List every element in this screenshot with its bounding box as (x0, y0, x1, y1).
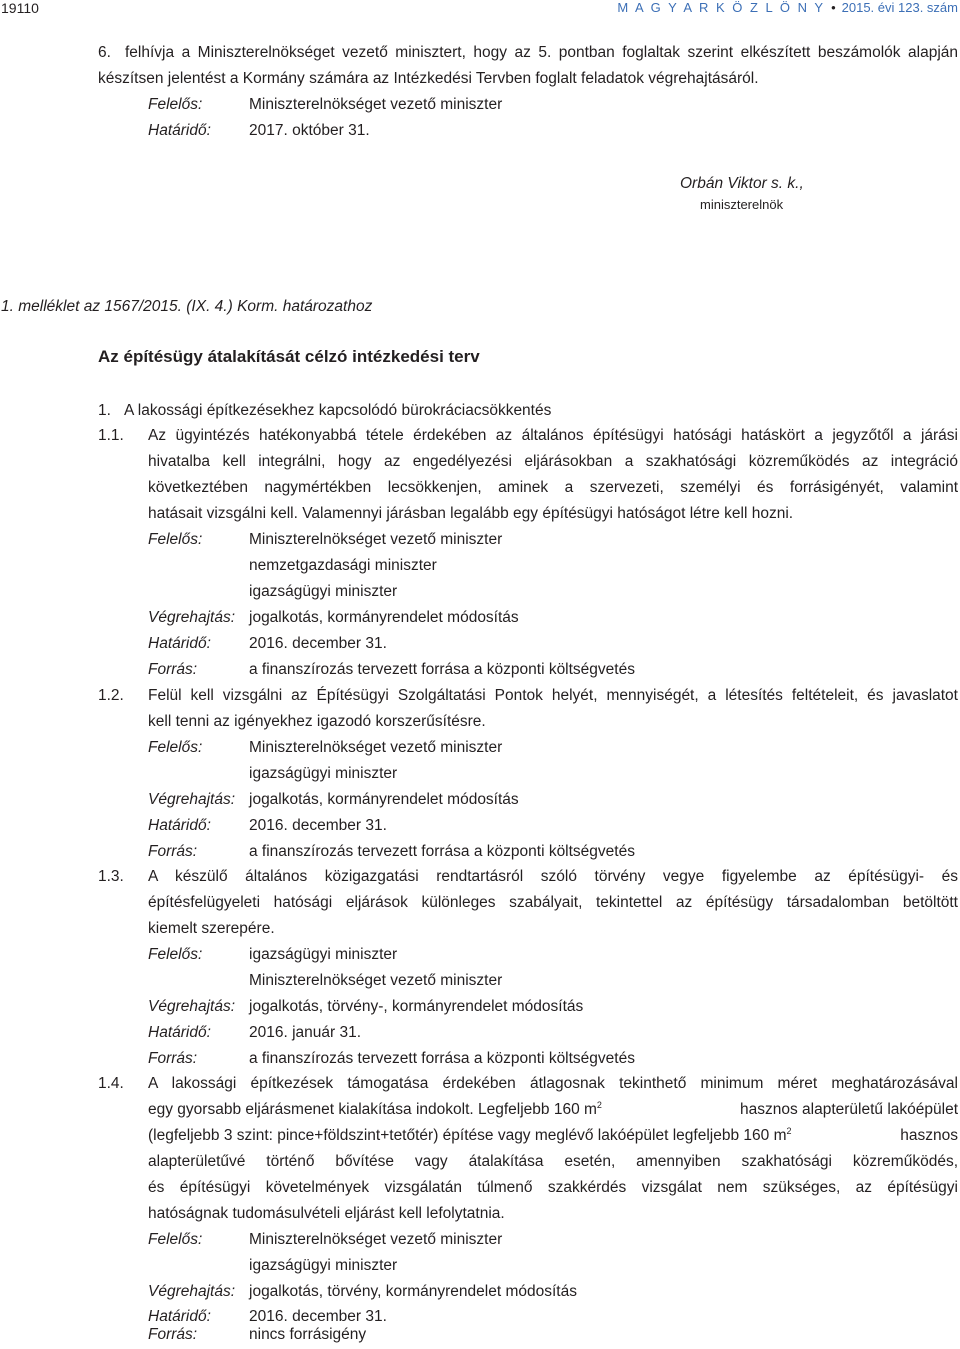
superscript: 2 (596, 1099, 602, 1110)
section1-title: A lakossági építkezésekhez kapcsolódó bürokráciacsökkentés (124, 402, 552, 419)
item-text-line (148, 1097, 602, 1123)
item-text-line: Az ügyintézés hatékonyabbá tétele érdekében az általános építésügyi hatósági hatáskört a jegyzőtől a járási (148, 427, 958, 444)
responsible-value: Miniszterelnökséget vezető miniszter (249, 972, 503, 989)
item-text-line: alapterületűvé történő bővítése vagy átalakítása esetén, amennyiben szakhatósági közreműködés, (148, 1153, 958, 1170)
deadline-value: 2016. december 31. (249, 1308, 387, 1325)
execution-value: jogalkotás, törvény, kormányrendelet módosítás (249, 1283, 577, 1300)
item-text-line: A lakossági építkezések támogatása érdekében átlagosnak tekinthető minimum méret meghatározásával (148, 1075, 958, 1092)
execution-value: jogalkotás, kormányrendelet módosítás (249, 609, 519, 626)
bullet: • (831, 0, 836, 15)
deadline-value: 2016. január 31. (249, 1024, 362, 1041)
item-text-line (148, 1123, 792, 1149)
source-value: a finanszírozás tervezett forrása a központi költségvetés (249, 661, 635, 678)
responsible-value: igazságügyi miniszter (249, 946, 398, 963)
execution-value: jogalkotás, kormányrendelet módosítás (249, 791, 519, 808)
item-text-fragment: (legfeljebb 3 szint: pince+földszint+tetőtér) építése vagy meglévő lakóépület legfeljebb 160 m (148, 1127, 787, 1144)
signature-name: Orbán Viktor s. k., (680, 175, 804, 192)
responsible-value: Miniszterelnökséget vezető miniszter (249, 739, 503, 756)
page-number: 19110 (1, 0, 39, 16)
responsible-label: Felelős: (148, 1231, 203, 1248)
issue-number: 2015. évi 123. szám (841, 0, 958, 15)
responsible-label: Felelős: (148, 531, 203, 548)
source-label: Forrás: (148, 1326, 198, 1343)
responsible-value: igazságügyi miniszter (249, 765, 398, 782)
item-number: 1.3. (98, 868, 124, 885)
item-text-line: kiemelt szerepére. (148, 920, 275, 937)
item-text-line: hatásait vizsgálni kell. Valamennyi járásban legalább egy építésügyi hatóságot létre kell hozni. (148, 505, 794, 522)
execution-label: Végrehajtás: (148, 791, 236, 808)
item6-line2: készítsen jelentést a Kormány számára az Intézkedési Tervben foglalt feladatok végrehajtásáról. (98, 70, 759, 87)
responsible-value: igazságügyi miniszter (249, 1257, 398, 1274)
item-text-line: hivatalba kell integrálni, hogy az engedélyezési eljárásokban a szakhatósági közreműködés az integráció (148, 453, 958, 470)
item-text-line: hatóságnak tudomásulvételi eljárást kell lefolytatnia. (148, 1205, 505, 1222)
item-number: 1.4. (98, 1075, 124, 1092)
item-number: 1.2. (98, 687, 124, 704)
item-text-line: Felül kell vizsgálni az Építésügyi Szolgáltatási Pontok helyét, mennyiségét, a létesítés feltételeit, és javaslatot (148, 687, 958, 704)
item6-responsible-label: Felelős: (148, 96, 203, 113)
deadline-value: 2016. december 31. (249, 635, 387, 652)
item-text-line: következtében nagymértékben lecsökkenjen, aminek a szervezeti, személyi és forrásigényét, valamint (148, 479, 958, 496)
deadline-label: Határidő: (148, 1024, 211, 1041)
source-label: Forrás: (148, 661, 198, 678)
execution-label: Végrehajtás: (148, 998, 236, 1015)
item-text-line: építésfelügyeleti hatósági eljárások különleges szabályait, tekintettel az építésügy társadalomban betöltött (148, 894, 958, 911)
responsible-label: Felelős: (148, 739, 203, 756)
item6-responsible: Miniszterelnökséget vezető miniszter (249, 96, 503, 113)
responsible-value: igazságügyi miniszter (249, 583, 398, 600)
deadline-label: Határidő: (148, 817, 211, 834)
source-label: Forrás: (148, 843, 198, 860)
annex-title: Az építésügy átalakítását célzó intézkedési terv (98, 347, 480, 366)
responsible-label: Felelős: (148, 946, 203, 963)
execution-label: Végrehajtás: (148, 1283, 236, 1300)
journal-name: M A G Y A R K Ö Z L Ö N Y (617, 0, 826, 15)
superscript: 2 (786, 1125, 792, 1136)
source-value: a finanszírozás tervezett forrása a központi költségvetés (249, 1050, 635, 1067)
source-value: a finanszírozás tervezett forrása a központi költségvetés (249, 843, 635, 860)
item6-deadline-label: Határidő: (148, 122, 211, 139)
source-value: nincs forrásigény (249, 1326, 367, 1343)
signature-title: miniszterelnök (700, 197, 784, 212)
item6-deadline: 2017. október 31. (249, 122, 370, 139)
item-text-line: kell tenni az igényekhez igazodó korszerűsítésre. (148, 713, 486, 730)
deadline-label: Határidő: (148, 635, 211, 652)
item6-number: 6. (98, 44, 111, 61)
item-number: 1.1. (98, 427, 124, 444)
source-label: Forrás: (148, 1050, 198, 1067)
responsible-value: Miniszterelnökséget vezető miniszter (249, 1231, 503, 1248)
item-text-tail: hasznos (900, 1127, 958, 1144)
journal-header (617, 0, 958, 15)
page-header (0, 0, 960, 22)
annex-heading: 1. melléklet az 1567/2015. (IX. 4.) Korm. határozathoz (1, 298, 373, 315)
deadline-label: Határidő: (148, 1308, 211, 1325)
item6-line1: felhívja a Miniszterelnökséget vezető minisztert, hogy az 5. pontban foglaltak szerint elkészített beszámolók alapján (125, 44, 958, 61)
item-text-line: és építésügyi követelmények vizsgálatán túlmenő szakkérdés vizsgálat nem szükséges, az építésügyi (148, 1179, 958, 1196)
execution-value: jogalkotás, törvény-, kormányrendelet módosítás (249, 998, 584, 1015)
item-text-tail: hasznos alapterületű lakóépület (739, 1101, 958, 1118)
execution-label: Végrehajtás: (148, 609, 236, 626)
responsible-value: Miniszterelnökséget vezető miniszter (249, 531, 503, 548)
item-text-line: A készülő általános közigazgatási rendtartásról szóló törvény vegye figyelembe az építésügyi- és (148, 868, 958, 885)
responsible-value: nemzetgazdasági miniszter (249, 557, 437, 574)
item-text-fragment: egy gyorsabb eljárásmenet kialakítása indokolt. Legfeljebb 160 m (148, 1101, 597, 1118)
section1-number: 1. (98, 402, 111, 419)
deadline-value: 2016. december 31. (249, 817, 387, 834)
